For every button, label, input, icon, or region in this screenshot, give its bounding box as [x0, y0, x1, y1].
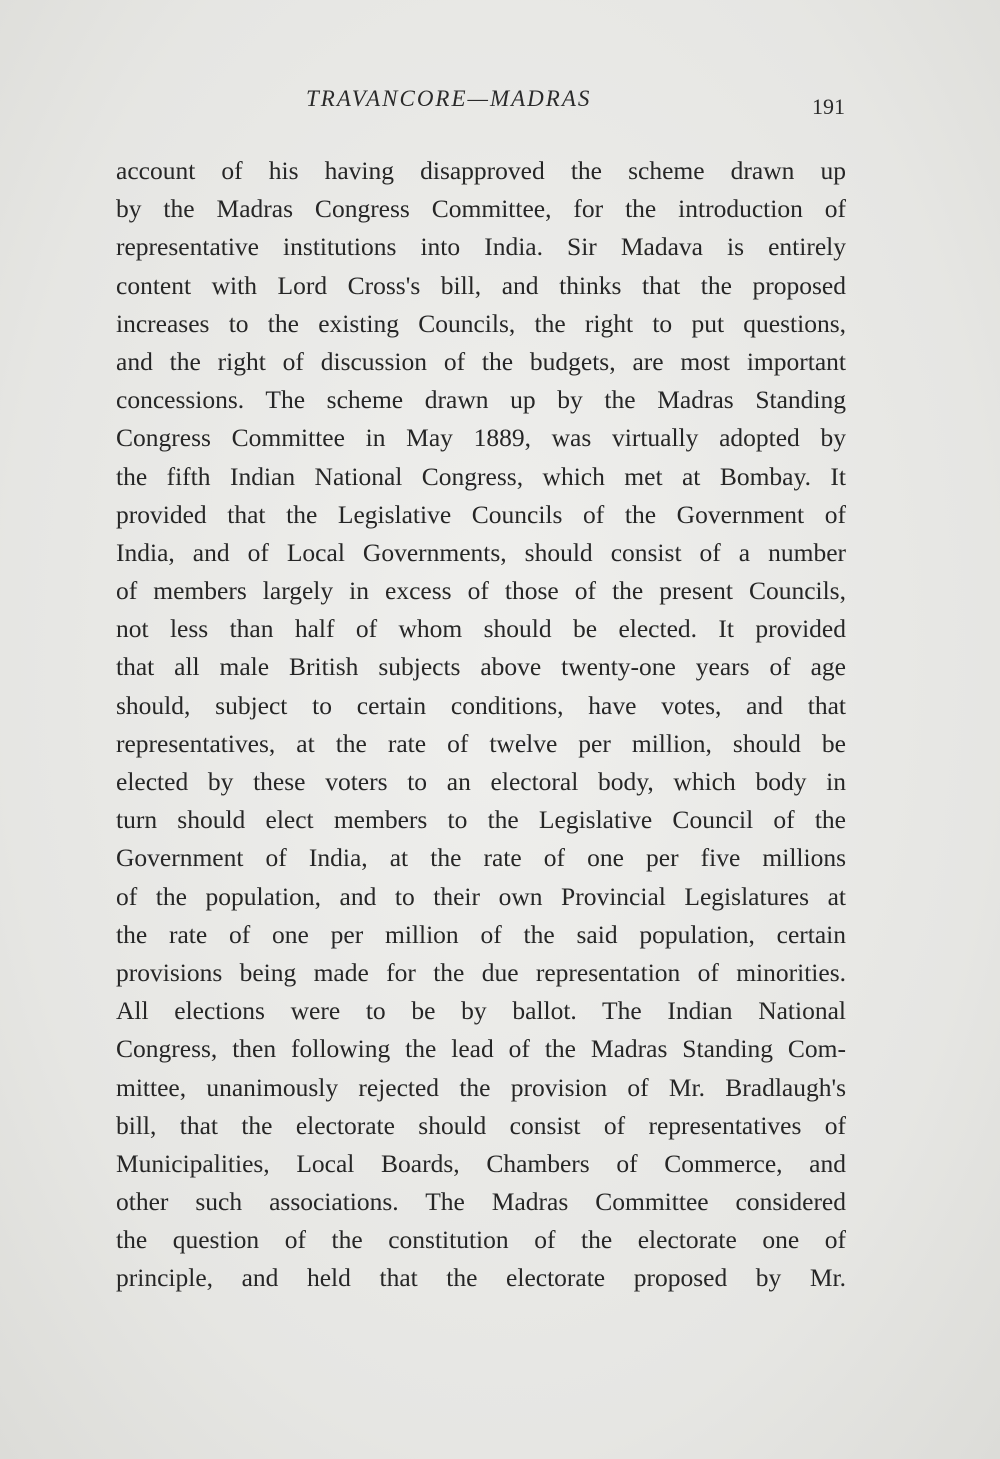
- text-line: account of his having disapproved the scheme drawn up: [116, 156, 846, 185]
- running-head: [0, 86, 1000, 126]
- text-line: the question of the constitution of the electorate one of: [116, 1225, 846, 1255]
- text-line: mittee, unanimously rejected the provision of Mr. Bradlaugh's: [116, 1072, 846, 1102]
- text-line: other such associations. The Madras Committee considered: [116, 1187, 846, 1217]
- text-line: bill, that the electorate should consist of representatives of: [116, 1110, 846, 1140]
- text-line: should, subject to certain conditions, have votes, and that: [116, 690, 846, 720]
- text-line: All elections were to be by ballot. The Indian National: [116, 996, 846, 1026]
- page-number: 191: [812, 94, 845, 119]
- text-line: by the Madras Congress Committee, for the introduction of: [116, 194, 846, 224]
- text-line: content with Lord Cross's bill, and thinks that the proposed: [116, 270, 846, 300]
- text-line: provisions being made for the due representation of minorities.: [116, 957, 846, 987]
- body-paragraph: [116, 152, 846, 1298]
- text-line: principle, and held that the electorate proposed by Mr.: [116, 1263, 846, 1293]
- text-line: that all male British subjects above twenty-one years of age: [116, 652, 846, 682]
- running-title: TRAVANCORE—MADRAS: [306, 86, 592, 111]
- text-line: concessions. The scheme drawn up by the Madras Standing: [116, 385, 846, 415]
- text-line: Government of India, at the rate of one per five millions: [116, 843, 846, 873]
- text-line: of the population, and to their own Provincial Legislatures at: [116, 881, 846, 911]
- text-line: provided that the Legislative Councils of the Government of: [116, 499, 846, 529]
- text-line: not less than half of whom should be elected. It provided: [116, 614, 846, 644]
- text-line: and the right of discussion of the budgets, are most important: [116, 346, 846, 376]
- text-line: elected by these voters to an electoral body, which body in: [116, 767, 846, 796]
- text-line: India, and of Local Governments, should consist of a number: [116, 537, 846, 567]
- text-line: Congress Committee in May 1889, was virtually adopted by: [116, 423, 846, 453]
- text-line: of members largely in excess of those of the present Councils,: [116, 576, 846, 606]
- text-line: representative institutions into India. Sir Madava is entirely: [116, 232, 846, 262]
- text-line: the fifth Indian National Congress, which met at Bombay. It: [116, 461, 846, 491]
- text-line: Congress, then following the lead of the Madras Standing Com-: [116, 1034, 846, 1064]
- text-line: the rate of one per million of the said population, certain: [116, 919, 846, 949]
- text-line: representatives, at the rate of twelve per million, should be: [116, 728, 846, 758]
- text-line: increases to the existing Councils, the right to put questions,: [116, 308, 846, 338]
- text-line: turn should elect members to the Legislative Council of the: [116, 805, 846, 835]
- text-line: Municipalities, Local Boards, Chambers of Commerce, and: [116, 1148, 846, 1178]
